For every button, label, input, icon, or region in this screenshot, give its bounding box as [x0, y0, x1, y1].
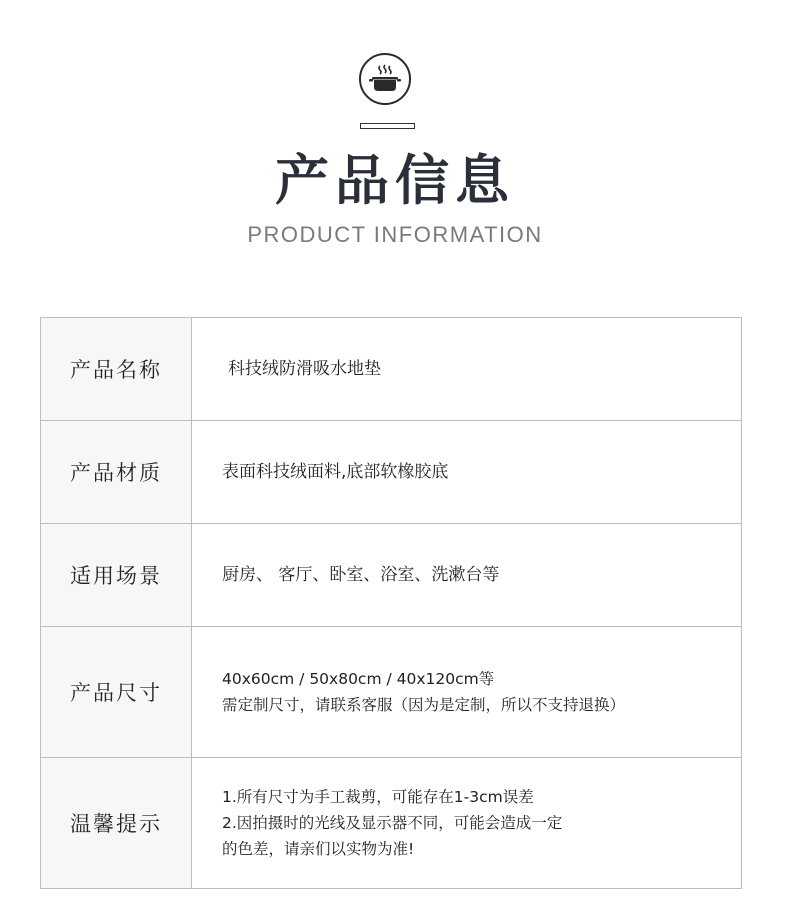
- row-label: 产品尺寸: [41, 627, 192, 758]
- value-line: 1.所有尺寸为手工裁剪，可能存在1-3cm误差: [222, 788, 534, 806]
- table-row-name: [41, 318, 742, 421]
- value-line: 科技绒防滑吸水地垫: [228, 359, 381, 379]
- row-value: [192, 758, 742, 889]
- table-row-scenes: [41, 524, 742, 627]
- value-line: 厨房、 客厅、卧室、浴室、洗漱台等: [222, 565, 500, 585]
- table-row-size: [41, 627, 742, 758]
- value-line: 表面科技绒面料,底部软橡胶底: [222, 462, 449, 482]
- page-title: 产品信息: [275, 148, 515, 212]
- page-subtitle: PRODUCT INFORMATION: [247, 222, 543, 247]
- row-label: 温馨提示: [41, 758, 192, 889]
- value-line: 的色差，请亲们以实物为准!: [222, 840, 415, 858]
- table-row-material: [41, 421, 742, 524]
- title-decoration-bar: [360, 123, 415, 129]
- row-value: [192, 421, 742, 524]
- value-line: 需定制尺寸，请联系客服（因为是定制，所以不支持退换）: [222, 696, 626, 714]
- row-label: 产品材质: [41, 421, 192, 524]
- table-row-tips: [41, 758, 742, 889]
- row-value: [192, 524, 742, 627]
- row-value: [192, 627, 742, 758]
- value-line: 40x60cm / 50x80cm / 40x120cm等: [222, 670, 495, 688]
- cooking-pot-icon: [359, 53, 411, 105]
- value-line: 2.因拍摄时的光线及显示器不同，可能会造成一定: [222, 814, 563, 832]
- row-label: 产品名称: [41, 318, 192, 421]
- product-info-table: [40, 317, 742, 889]
- row-label: 适用场景: [41, 524, 192, 627]
- header: [0, 0, 790, 300]
- row-value: [192, 318, 742, 421]
